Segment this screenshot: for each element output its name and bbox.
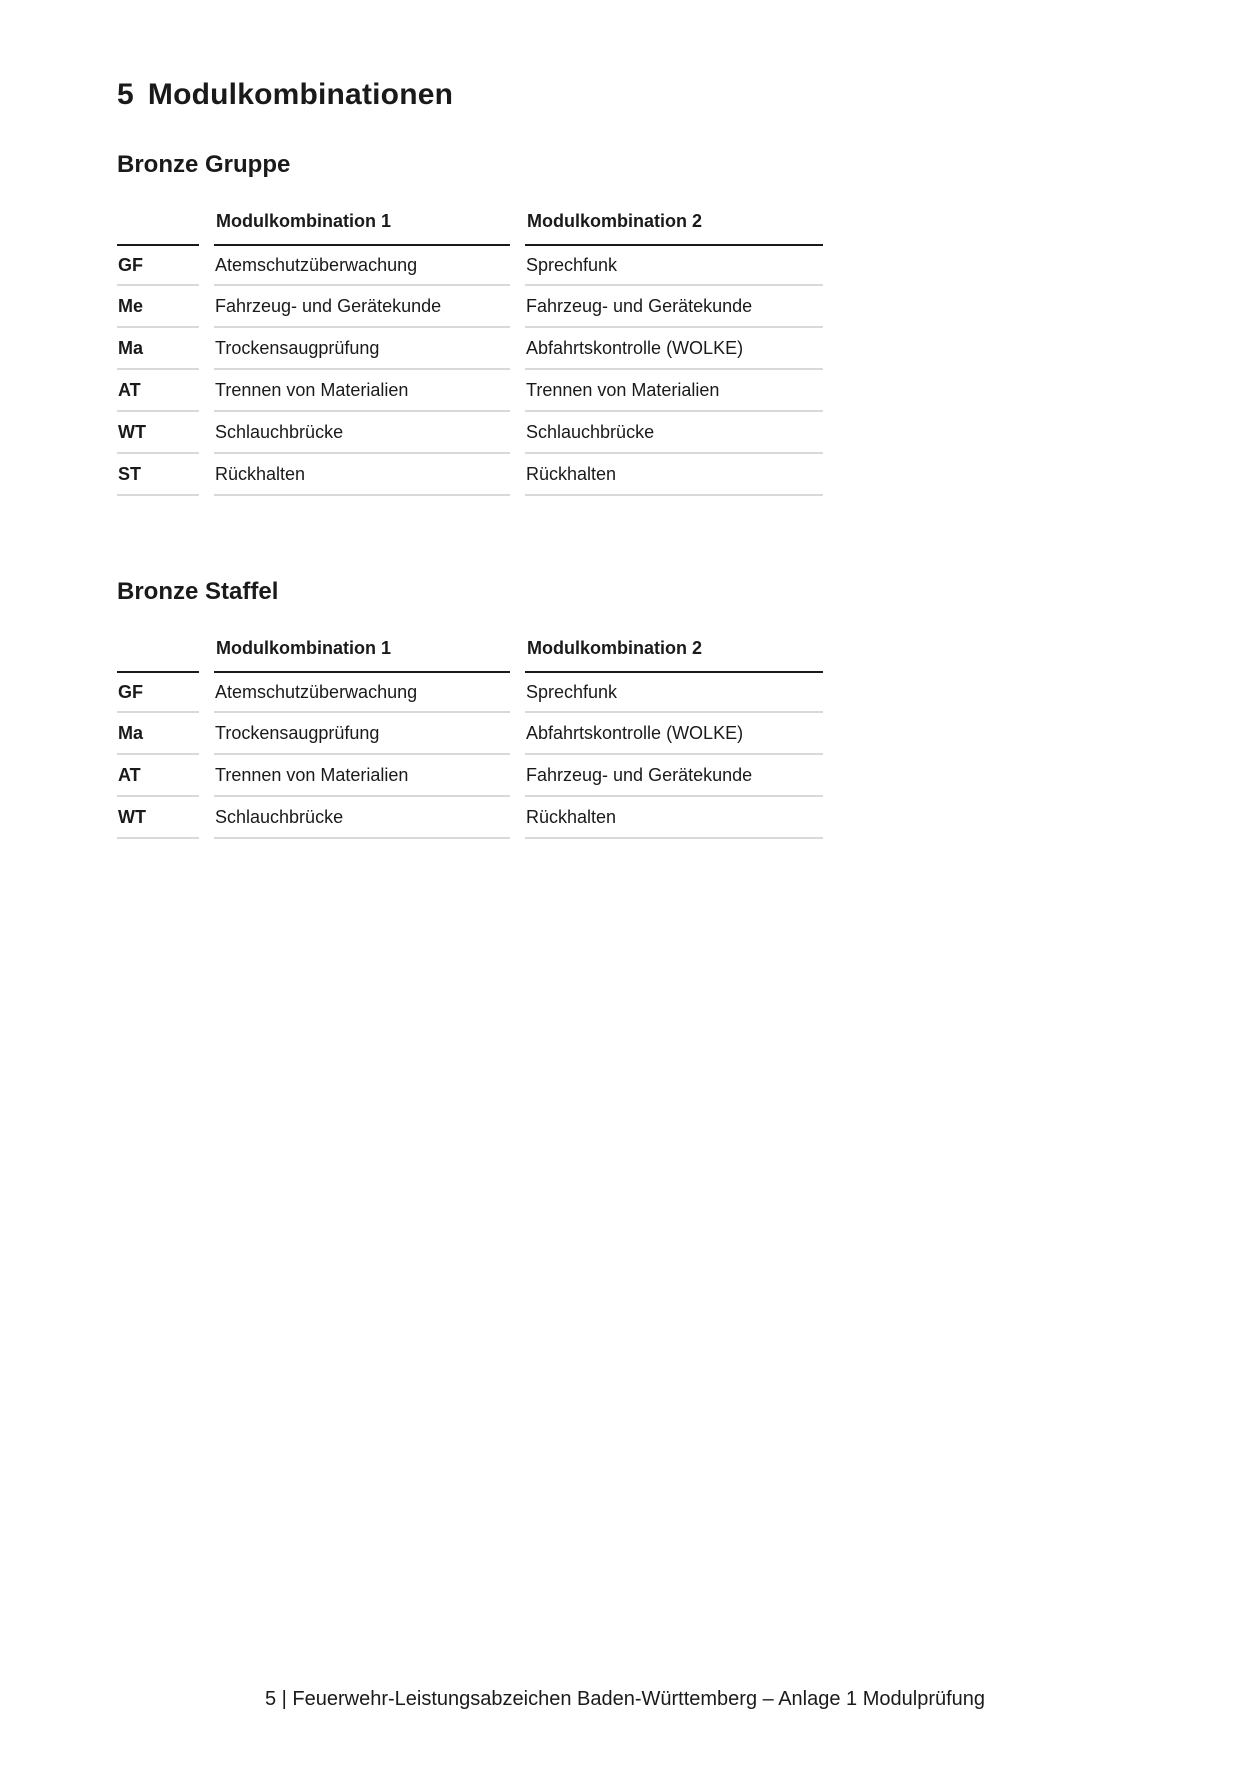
table-row	[117, 328, 823, 370]
module-1-cell: Atemschutzüberwachung	[214, 244, 510, 286]
module-2-cell: Abfahrtskontrolle (WOLKE)	[525, 713, 823, 755]
column-header-modulkombination-1: Modulkombination 1	[216, 638, 391, 658]
module-1-cell: Trockensaugprüfung	[214, 328, 510, 370]
section-heading: Modulkombinationen	[147, 78, 454, 111]
module-2-cell: Rückhalten	[525, 797, 823, 839]
table-row	[117, 671, 823, 713]
module-1-cell: Trockensaugprüfung	[214, 713, 510, 755]
section-title-bronze-gruppe: Bronze Gruppe	[117, 151, 291, 178]
row-code: GF	[117, 244, 199, 286]
module-2-cell: Fahrzeug- und Gerätekunde	[525, 286, 823, 328]
column-header-modulkombination-1: Modulkombination 1	[216, 211, 391, 231]
section-title-bronze-staffel: Bronze Staffel	[117, 578, 279, 605]
section-number: 5	[117, 78, 134, 111]
row-code: Ma	[117, 328, 199, 370]
table-header	[117, 633, 823, 671]
row-code: ST	[117, 454, 199, 496]
module-1-cell: Schlauchbrücke	[214, 412, 510, 454]
module-1-cell: Rückhalten	[214, 454, 510, 496]
module-2-cell: Sprechfunk	[525, 671, 823, 713]
module-1-cell: Schlauchbrücke	[214, 797, 510, 839]
column-header-modulkombination-2: Modulkombination 2	[527, 211, 702, 231]
row-code: GF	[117, 671, 199, 713]
table-row	[117, 454, 823, 496]
row-code: AT	[117, 370, 199, 412]
column-header-modulkombination-2: Modulkombination 2	[527, 638, 702, 658]
table-row	[117, 412, 823, 454]
module-2-cell: Schlauchbrücke	[525, 412, 823, 454]
module-1-cell: Trennen von Materialien	[214, 755, 510, 797]
table-bronze-staffel	[117, 633, 823, 839]
module-1-cell: Trennen von Materialien	[214, 370, 510, 412]
table-row	[117, 755, 823, 797]
row-code: AT	[117, 755, 199, 797]
module-2-cell: Sprechfunk	[525, 244, 823, 286]
table-row	[117, 713, 823, 755]
table-header	[117, 206, 823, 244]
table-row	[117, 370, 823, 412]
module-2-cell: Trennen von Materialien	[525, 370, 823, 412]
row-code: WT	[117, 797, 199, 839]
page-footer: 5 | Feuerwehr-Leistungsabzeichen Baden-Württemberg – Anlage 1 Modulprüfung	[264, 1688, 986, 1710]
module-2-cell: Rückhalten	[525, 454, 823, 496]
table-bronze-gruppe	[117, 206, 823, 496]
module-1-cell: Fahrzeug- und Gerätekunde	[214, 286, 510, 328]
page-title	[117, 78, 453, 112]
row-code: Me	[117, 286, 199, 328]
table-row	[117, 797, 823, 839]
module-2-cell: Abfahrtskontrolle (WOLKE)	[525, 328, 823, 370]
module-2-cell: Fahrzeug- und Gerätekunde	[525, 755, 823, 797]
module-1-cell: Atemschutzüberwachung	[214, 671, 510, 713]
table-row	[117, 286, 823, 328]
row-code: Ma	[117, 713, 199, 755]
row-code: WT	[117, 412, 199, 454]
table-row	[117, 244, 823, 286]
